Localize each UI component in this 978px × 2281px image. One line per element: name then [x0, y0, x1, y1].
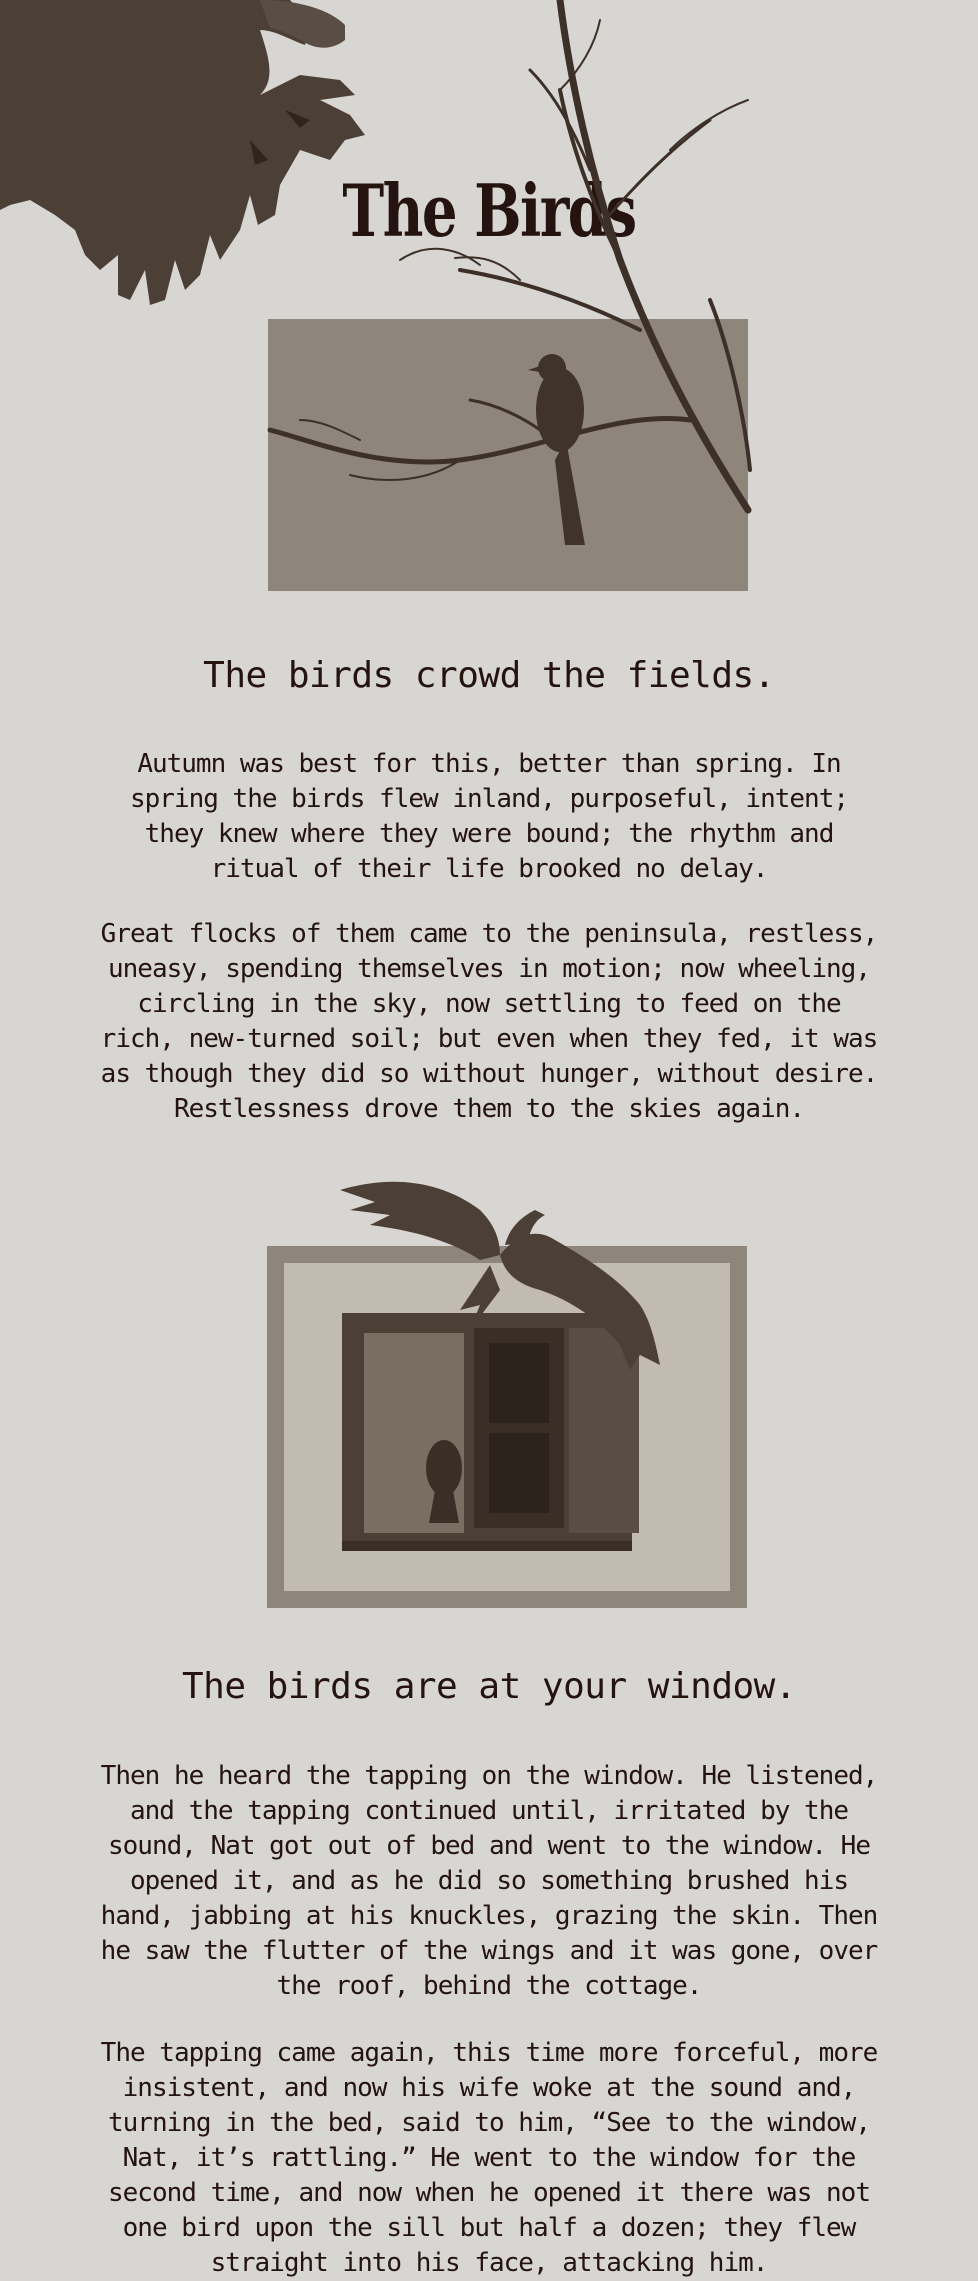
crow-illustration	[330, 1170, 690, 1370]
section-heading-2: The birds are at your window.	[181, 1666, 797, 1707]
section-2-paragraph-1: Then he heard the tapping on the window. He listened, and the tapping continued until, irritated by the sound, Nat got out of bed and went to the window. He opened it, and as he did so something brushed his hand, jabbing at his knuckles, grazing the skin. Then he saw the flutter of the wings and it was gone, over the roof, behind the cottage.	[100, 1761, 878, 2001]
eagle-illustration	[0, 0, 380, 310]
section-1-paragraph-1: Autumn was best for this, better than spring. In spring the birds flew inland, purposeful, intent; they knew where they were bound; the rhythm and ritual of their life brooked no delay.	[129, 749, 848, 884]
hero-image-frame	[268, 319, 748, 591]
page-title: The Birds	[342, 168, 636, 253]
section-1-paragraph-2: Great flocks of them came to the peninsula, restless, uneasy, spending themselves in motion; now wheeling, circling in the sky, now settling to feed on the rich, new-turned soil; but even when they fed, it was as though they did so without hunger, without desire. Restlessness drove them to the skies again.	[100, 919, 878, 1124]
section-2-paragraph-2: The tapping came again, this time more forceful, more insistent, and now his wife woke at the sound and, turning in the bed, said to him, “See to the window, Nat, it’s rattling.” He went to the window for the second time, and now when he opened it there was not one bird upon the sill but half a dozen; they flew straight into his face, attacking him.	[100, 2038, 878, 2278]
section-heading-1: The birds crowd the fields.	[203, 655, 775, 696]
